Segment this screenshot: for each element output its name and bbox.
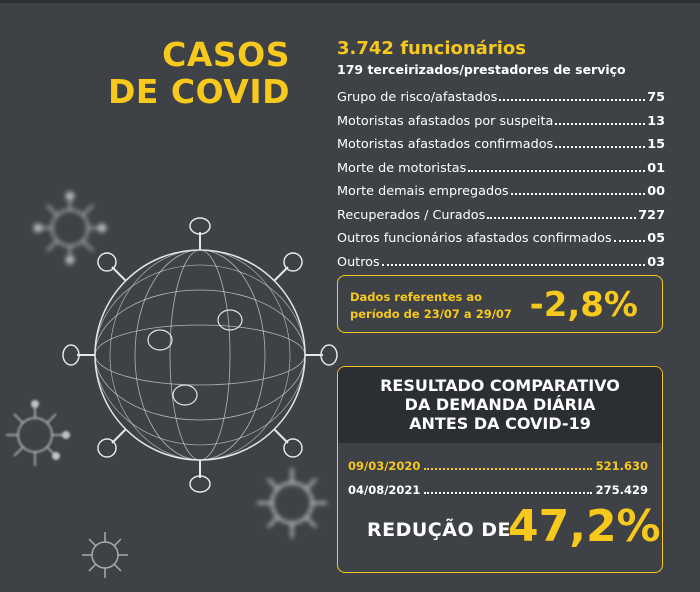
large-virus-icon [63,218,337,492]
case-value: 01 [647,160,665,176]
case-value: 13 [647,113,665,129]
case-value: 00 [647,184,665,199]
dot-leader [382,264,646,266]
case-label: Outros funcionários afastados confirmados [337,231,612,246]
dot-leader [555,123,645,125]
comparison-box [337,366,663,573]
title-line: CASOS [162,35,290,74]
small-virus-icon [82,532,128,578]
small-virus-icon [257,468,327,538]
case-label: Motoristas afastados confirmados [337,137,554,152]
case-row [337,114,665,138]
dot-leader [487,217,636,219]
case-value: 15 [647,137,665,152]
dot-leader [424,492,591,494]
case-label: Morte demais empregados [337,184,509,199]
case-value: 727 [638,207,665,223]
comparison-heading [338,367,662,443]
reduction-label: REDUÇÃO DE [367,519,511,541]
case-label: Grupo de risco/afastados [337,90,498,105]
comparison-row [348,483,648,497]
comparison-value: 275.429 [595,483,648,497]
case-row [337,161,665,185]
period-box [337,275,663,333]
case-label: Motoristas afastados por suspeita [337,113,554,129]
case-value: 05 [647,231,665,246]
period-line: Dados referentes ao [350,290,483,304]
comparison-date: 09/03/2020 [348,459,421,473]
small-virus-icon [34,192,106,264]
heading-line: RESULTADO COMPARATIVO [380,376,620,395]
heading-line: DA DEMANDA DIÁRIA [404,395,596,414]
small-virus-icon [6,401,70,467]
period-line: período de 23/07 a 29/07 [350,307,512,321]
reduction-value: 47,2% [508,501,661,552]
dot-leader [614,240,646,242]
dot-leader [511,193,646,195]
case-row [337,137,665,161]
employee-count: 3.742 funcionários [337,38,526,59]
case-row [337,231,665,255]
dot-leader [499,99,645,101]
case-label: Outros [337,254,380,270]
comparison-row [348,459,648,473]
comparison-date: 04/08/2021 [348,483,421,497]
case-row [337,90,665,114]
heading-line: ANTES DA COVID-19 [409,414,591,433]
dot-leader [424,468,591,470]
page-title [105,36,290,110]
dot-leader [468,170,645,172]
case-value: 03 [647,254,665,270]
case-label: Recuperados / Curados [337,207,486,223]
period-text [350,289,512,323]
case-row [337,208,665,232]
outsourced-count: 179 terceirizados/prestadores de serviço [337,62,626,77]
title-line: DE COVID [107,72,290,111]
case-label: Morte de motoristas [337,160,467,176]
period-change: -2,8% [529,285,638,325]
cases-list [337,90,665,278]
case-row [337,184,665,208]
comparison-value: 521.630 [595,459,648,473]
case-value: 75 [647,90,665,105]
dot-leader [555,146,645,148]
